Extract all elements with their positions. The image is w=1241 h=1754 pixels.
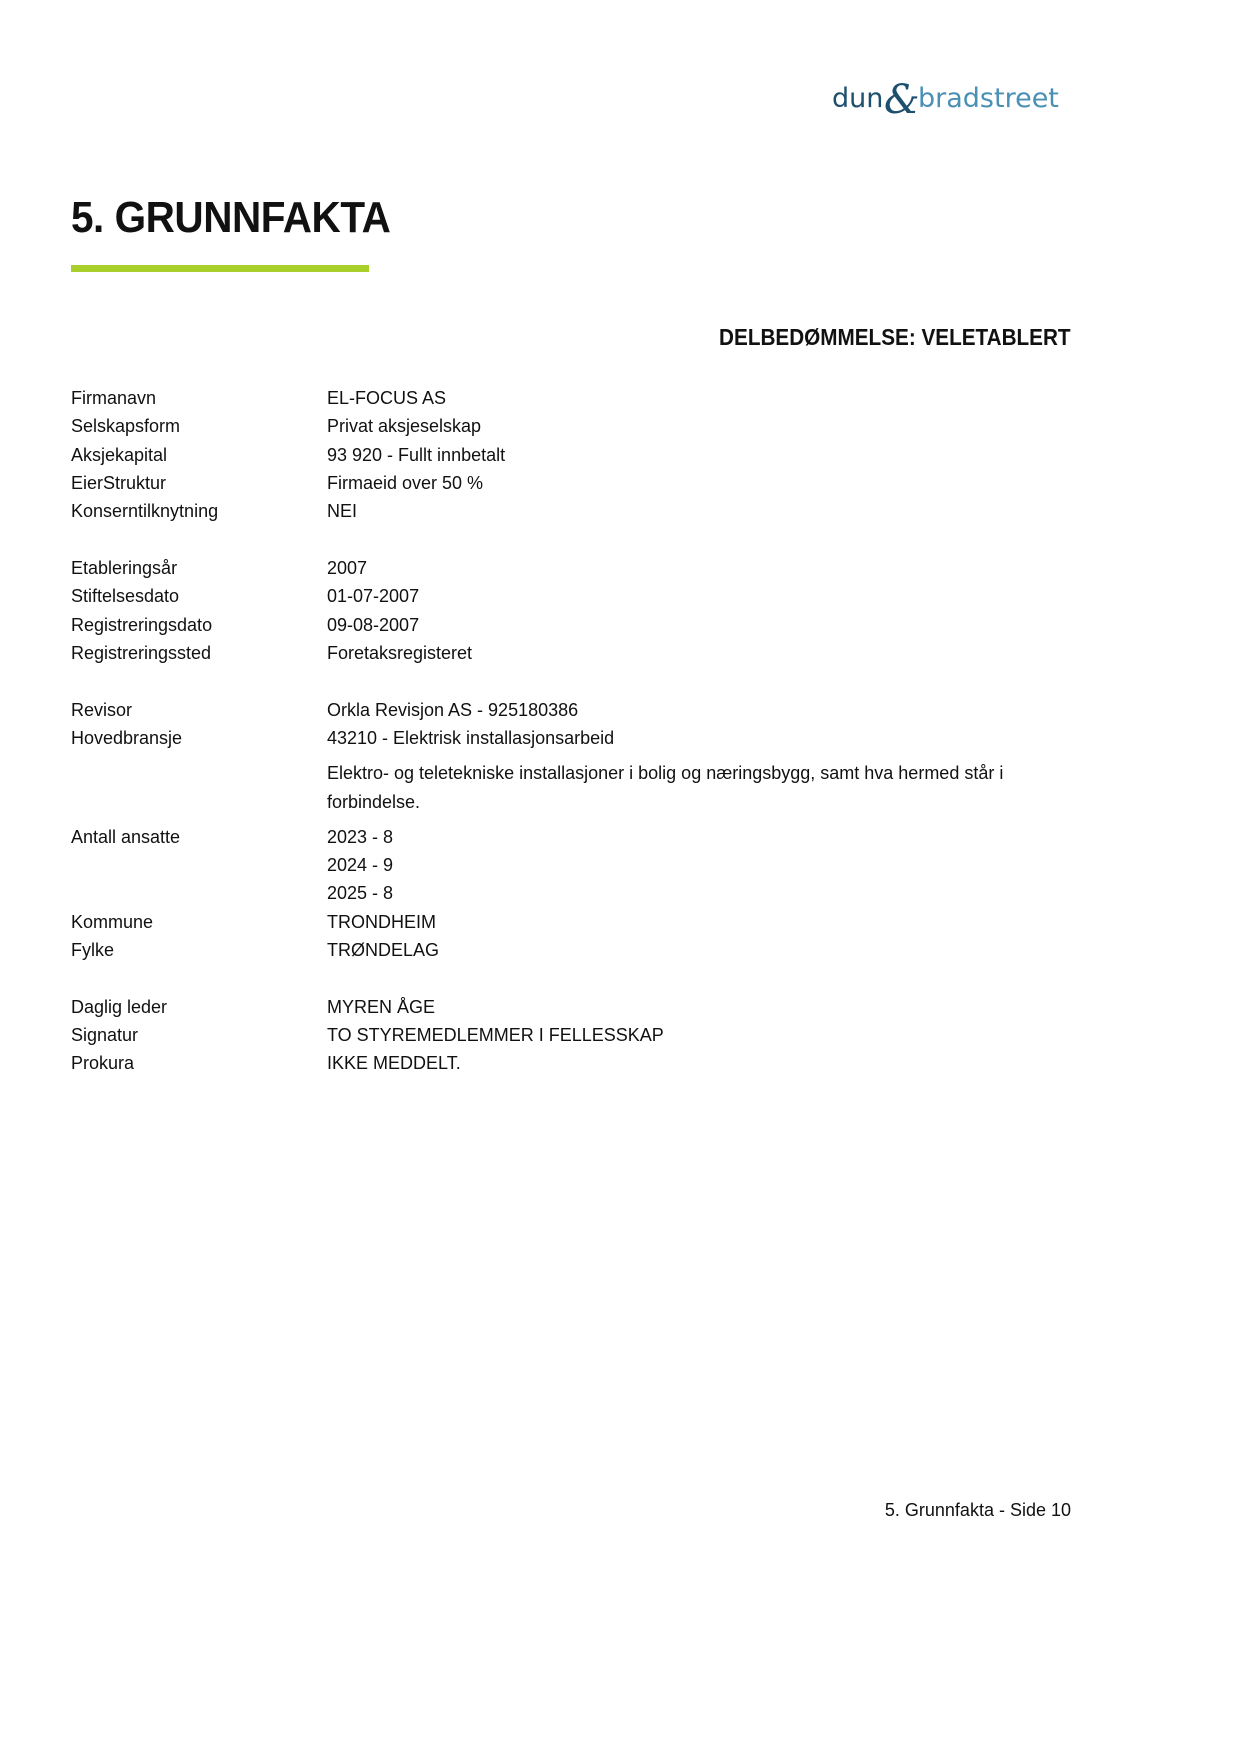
- page-footer: 5. Grunnfakta - Side 10: [884, 1500, 1071, 1520]
- fact-label: Stiftelsesdato: [71, 586, 180, 607]
- fact-row-selskapsform: [71, 412, 1071, 440]
- facts-table: [71, 384, 1071, 1078]
- page-title: 5. GRUNNFAKTA: [71, 193, 391, 242]
- section-gap: [71, 667, 1071, 696]
- fact-row-eierstruktur: [71, 469, 1071, 497]
- fact-label: Etableringsår: [71, 557, 178, 578]
- fact-row-antall-ansatte: [71, 879, 1071, 907]
- fact-label: Firmanavn: [71, 388, 157, 408]
- fact-row-antall-ansatte: [71, 823, 1071, 851]
- fact-label: Hovedbransje: [71, 727, 183, 748]
- fact-row-firmanavn: [71, 384, 1071, 412]
- fact-row-antall-ansatte: [71, 851, 1071, 879]
- fact-value: Firmaeid over 50 %: [327, 472, 484, 493]
- fact-label: Registreringsdato: [71, 614, 213, 635]
- fact-row-signatur: [71, 1021, 1071, 1049]
- fact-label: Prokura: [71, 1053, 135, 1074]
- fact-row-bransje-beskrivelse: [71, 752, 1071, 823]
- fact-row-revisor: [71, 696, 1071, 724]
- fact-value: TRONDHEIM: [327, 911, 436, 932]
- fact-value: 2007: [327, 557, 368, 578]
- logo-text-dun: dun: [832, 83, 884, 114]
- fact-value: Elektro- og teletekniske installasjoner i bolig og næringsbygg, samt hva hermed står i forbindelse.: [327, 763, 1004, 812]
- fact-label-empty: [71, 879, 327, 907]
- fact-label: Aksjekapital: [71, 444, 168, 465]
- fact-row-daglig-leder: [71, 993, 1071, 1021]
- fact-value: NEI: [327, 501, 358, 522]
- fact-row-etableringsar: [71, 554, 1071, 582]
- fact-label: Revisor: [71, 699, 133, 720]
- fact-value: IKKE MEDDELT.: [327, 1053, 461, 1074]
- fact-value: Orkla Revisjon AS - 925180386: [327, 699, 579, 720]
- fact-value: 2024 - 9: [327, 855, 394, 876]
- fact-value: TO STYREMEDLEMMER I FELLESSKAP: [327, 1025, 664, 1046]
- fact-row-konserntilknytning: [71, 497, 1071, 525]
- logo-text-bradstreet: bradstreet: [918, 83, 1059, 114]
- fact-label-empty: [71, 752, 327, 823]
- fact-label: Kommune: [71, 911, 154, 932]
- fact-label-empty: [71, 851, 327, 879]
- fact-value: 2023 - 8: [327, 826, 394, 847]
- fact-value: MYREN ÅGE: [327, 996, 436, 1017]
- fact-value: 93 920 - Fullt innbetalt: [327, 444, 506, 465]
- fact-value: Foretaksregisteret: [327, 642, 473, 663]
- rating-heading: DELBEDØMMELSE: VELETABLERT: [719, 324, 1071, 350]
- fact-value: 09-08-2007: [327, 614, 420, 635]
- fact-label: Antall ansatte: [71, 826, 181, 847]
- fact-row-registreringsdato: [71, 611, 1071, 639]
- fact-label: Daglig leder: [71, 996, 168, 1017]
- ampersand-icon: &: [884, 77, 920, 123]
- fact-row-fylke: [71, 936, 1071, 964]
- fact-value: Privat aksjeselskap: [327, 416, 482, 437]
- fact-value: EL-FOCUS AS: [327, 388, 447, 408]
- fact-value: 01-07-2007: [327, 586, 420, 607]
- fact-label: EierStruktur: [71, 472, 167, 493]
- fact-label: Selskapsform: [71, 416, 181, 437]
- fact-label: Signatur: [71, 1025, 139, 1046]
- fact-label: Registreringssted: [71, 642, 212, 663]
- fact-row-stiftelsesdato: [71, 582, 1071, 610]
- fact-row-kommune: [71, 908, 1071, 936]
- section-gap: [71, 964, 1071, 993]
- section-gap: [71, 525, 1071, 554]
- fact-row-hovedbransje: [71, 724, 1071, 752]
- dun-bradstreet-logo: [832, 76, 1072, 124]
- fact-row-aksjekapital: [71, 441, 1071, 469]
- fact-row-registreringssted: [71, 639, 1071, 667]
- fact-value: TRØNDELAG: [327, 940, 440, 961]
- fact-value: 2025 - 8: [327, 883, 394, 904]
- fact-row-prokura: [71, 1049, 1071, 1077]
- fact-value: 43210 - Elektrisk installasjonsarbeid: [327, 727, 615, 748]
- title-underline: [71, 265, 369, 272]
- fact-label: Konserntilknytning: [71, 501, 219, 522]
- fact-label: Fylke: [71, 940, 115, 961]
